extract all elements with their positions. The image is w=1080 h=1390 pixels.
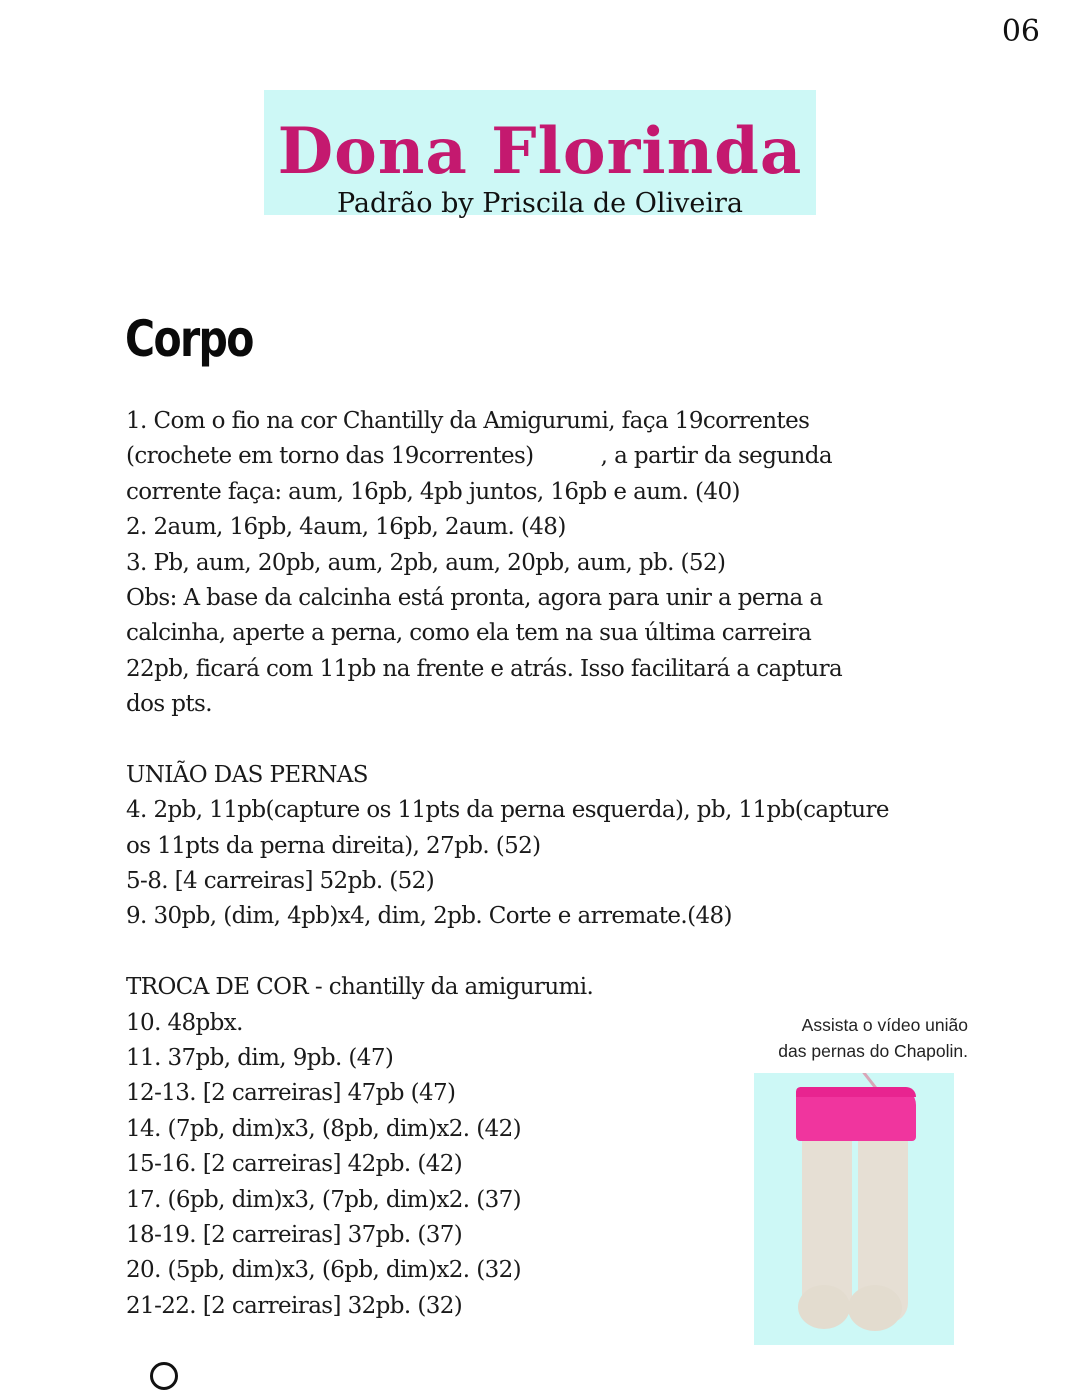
pattern-author: Padrão by Priscila de Oliveira (336, 188, 744, 219)
panties-waistband (796, 1087, 916, 1097)
video-caption-line: das pernas do Chapolin. (778, 1041, 968, 1061)
video-caption (744, 1012, 968, 1064)
left-foot (798, 1285, 850, 1329)
instruction-line: 4. 2pb, 11pb(capture os 11pts da perna esquerda), pb, 11pb(capture (126, 797, 889, 824)
instruction-line: corrente faça: aum, 16pb, 4pb juntos, 16pb e aum. (40) (126, 478, 740, 505)
instruction-line: 1. Com o fio na cor Chantilly da Amigurumi, faça 19correntes (126, 408, 810, 434)
instruction-line: os 11pts da perna direita), 27pb. (52) (126, 832, 541, 859)
instruction-line: 9. 30pb, (dim, 4pb)x4, dim, 2pb. Corte e arremate.(48) (126, 903, 732, 930)
obs-line: dos pts. (126, 691, 212, 718)
instruction-line: 17. (6pb, dim)x3, (7pb, dim)x2. (37) (126, 1186, 522, 1213)
instruction-line: 12-13. [2 carreiras] 47pb (47) (126, 1080, 456, 1107)
instruction-line: 20. (5pb, dim)x3, (6pb, dim)x2. (32) (126, 1257, 522, 1284)
legs-photo[interactable] (754, 1073, 954, 1345)
footer-circle-icon (150, 1362, 178, 1390)
section-title: Corpo (125, 310, 253, 368)
instruction-line: (crochete em torno das 19correntes) , a partir da segunda (126, 443, 832, 470)
obs-line: calcinha, aperte a perna, como ela tem na sua última carreira (126, 620, 812, 647)
instruction-line: 3. Pb, aum, 20pb, aum, 2pb, aum, 20pb, aum, pb. (52) (126, 549, 726, 576)
subsection-heading-uniao: UNIÃO DAS PERNAS (126, 761, 368, 788)
instruction-line: 11. 37pb, dim, 9pb. (47) (126, 1045, 394, 1072)
video-caption-line: Assista o vídeo união (801, 1015, 968, 1035)
spacer (126, 723, 986, 758)
instruction-line: 5-8. [4 carreiras] 52pb. (52) (126, 868, 435, 895)
pattern-title: Dona Florinda (277, 114, 803, 189)
spacer (126, 935, 986, 970)
obs-line: Obs: A base da calcinha está pronta, agora para unir a perna a (126, 584, 823, 611)
instruction-line: 15-16. [2 carreiras] 42pb. (42) (126, 1151, 463, 1178)
instruction-line: 21-22. [2 carreiras] 32pb. (32) (126, 1292, 463, 1319)
instruction-line: 14. (7pb, dim)x3, (8pb, dim)x2. (42) (126, 1115, 522, 1142)
instruction-line: 10. 48pbx. (126, 1009, 243, 1036)
obs-line: 22pb, ficará com 11pb na frente e atrás. Isso facilitará a captura (126, 655, 843, 682)
instruction-line: 18-19. [2 carreiras] 37pb. (37) (126, 1221, 463, 1248)
page-number: 06 (1001, 14, 1040, 49)
right-foot (848, 1285, 902, 1331)
instruction-line: 2. 2aum, 16pb, 4aum, 16pb, 2aum. (48) (126, 514, 566, 541)
subsection-heading-troca: TROCA DE COR - chantilly da amigurumi. (126, 974, 594, 1001)
